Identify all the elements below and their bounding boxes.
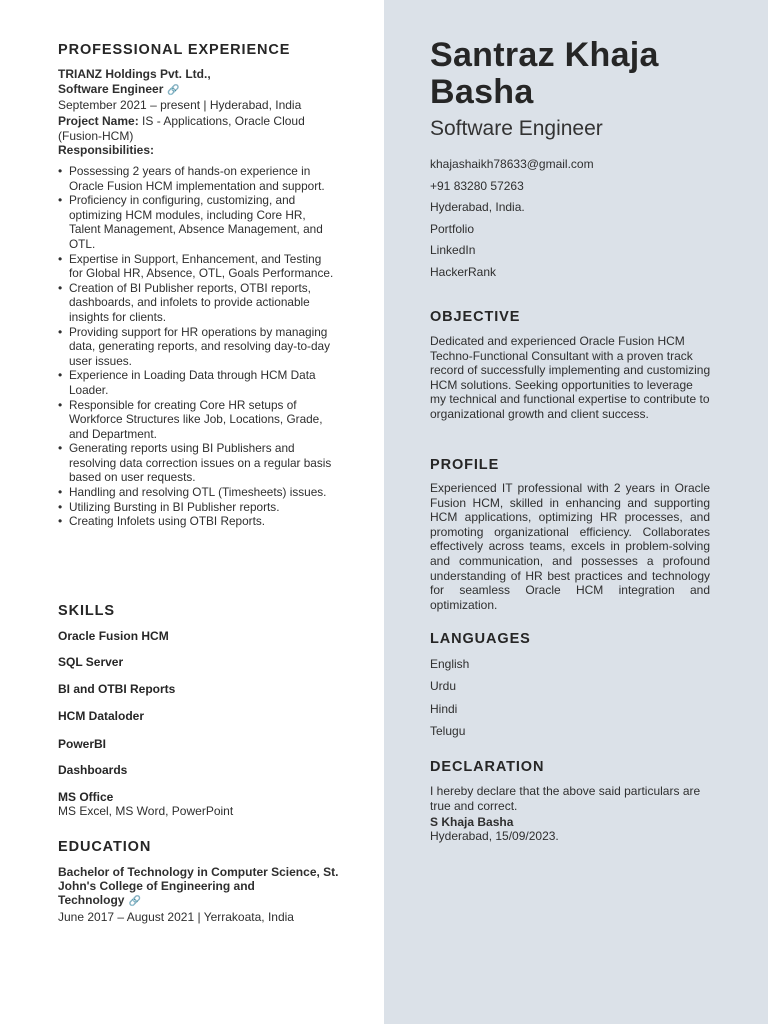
language-item: English bbox=[430, 657, 470, 671]
responsibilities-label: Responsibilities: bbox=[58, 143, 155, 157]
responsibilities-list bbox=[58, 164, 338, 529]
experience-job-title-text: Software Engineer bbox=[58, 82, 164, 96]
candidate-name-line: Santraz Khaja bbox=[430, 36, 659, 74]
right-column bbox=[384, 0, 768, 1024]
list-item: • Expertise in Support, Enhancement, and Testing for Global HR, Absence, OTL, Goals Performance. bbox=[58, 252, 338, 281]
list-item: • Creation of BI Publisher reports, OTBI reports, dashboards, and infolets to provide actionable insights for clients. bbox=[58, 281, 338, 325]
experience-project bbox=[58, 114, 326, 143]
contact-location: Hyderabad, India. bbox=[430, 200, 525, 214]
objective-heading: OBJECTIVE bbox=[430, 309, 521, 325]
education-degree-text: Technology bbox=[58, 893, 125, 907]
objective-text: Dedicated and experienced Oracle Fusion HCM Techno-Functional Consultant with a proven track record of successfully implementing and customizing HCM solutions. Seeking opportunities to leverage my technical and functional expertise to contribute to organizational growth and client success. bbox=[430, 334, 711, 421]
skill-detail: MS Excel, MS Word, PowerPoint bbox=[58, 804, 234, 818]
skills-heading: SKILLS bbox=[58, 603, 115, 619]
education-heading: EDUCATION bbox=[58, 839, 152, 855]
declaration-heading: DECLARATION bbox=[430, 759, 545, 775]
link-icon[interactable]: 🔗 bbox=[128, 896, 141, 907]
language-item: Telugu bbox=[430, 724, 466, 738]
languages-heading: LANGUAGES bbox=[430, 631, 531, 647]
experience-dates-location: September 2021 – present | Hyderabad, India bbox=[58, 98, 302, 112]
education-degree-line bbox=[58, 893, 358, 910]
list-item: • Responsible for creating Core HR setups of Workforce Structures like Job, Locations, Grade, and Department. bbox=[58, 398, 338, 442]
language-item: Urdu bbox=[430, 679, 457, 693]
candidate-role: Software Engineer bbox=[430, 117, 603, 140]
list-item: • Generating reports using BI Publishers and resolving data correction issues on a regular basis based on user requests. bbox=[58, 441, 338, 485]
contact-phone: +91 83280 57263 bbox=[430, 179, 524, 193]
education-dates-location: June 2017 – August 2021 | Yerrakoata, India bbox=[58, 910, 294, 924]
list-item: • Proficiency in configuring, customizing, and optimizing HCM modules, including Core HR, Talent Management, Absence Management, and OTL. bbox=[58, 193, 338, 251]
skill-item: SQL Server bbox=[58, 655, 124, 669]
list-item: • Possessing 2 years of hands-on experience in Oracle Fusion HCM implementation and support. bbox=[58, 164, 338, 193]
profile-text: Experienced IT professional with 2 years in Oracle Fusion HCM, skilled in enhancing and supporting HCM applications, optimizing HR processes, and promoting organizational efficiency. Collaborates effectively across teams, excels in problem-solving and communication, and possesses a profound understanding of HR best practices and technology for seamless Oracle HCM integration and optimization. bbox=[430, 481, 710, 612]
experience-heading: PROFESSIONAL EXPERIENCE bbox=[58, 42, 291, 58]
linkedin-link[interactable]: LinkedIn bbox=[430, 243, 476, 257]
skill-item: MS Office bbox=[58, 790, 114, 804]
experience-company: TRIANZ Holdings Pvt. Ltd., bbox=[58, 67, 211, 81]
candidate-name-line: Basha bbox=[430, 73, 534, 111]
education-degree-line: Bachelor of Technology in Computer Science, St. bbox=[58, 865, 339, 879]
language-item: Hindi bbox=[430, 702, 458, 716]
list-item: • Utilizing Bursting in BI Publisher reports. bbox=[58, 500, 338, 515]
portfolio-link[interactable]: Portfolio bbox=[430, 222, 475, 236]
skill-item: HCM Dataloder bbox=[58, 709, 145, 723]
list-item: • Creating Infolets using OTBI Reports. bbox=[58, 514, 338, 529]
skill-item: BI and OTBI Reports bbox=[58, 682, 176, 696]
declaration-place-date: Hyderabad, 15/09/2023. bbox=[430, 829, 559, 843]
link-icon[interactable]: 🔗 bbox=[167, 85, 180, 96]
skill-item: Dashboards bbox=[58, 763, 128, 777]
experience-job-title bbox=[58, 82, 348, 99]
declaration-text: I hereby declare that the above said particulars are true and correct. bbox=[430, 784, 701, 813]
skill-item: PowerBI bbox=[58, 737, 107, 751]
education-degree-line: John's College of Engineering and bbox=[58, 879, 255, 893]
hackerrank-link[interactable]: HackerRank bbox=[430, 265, 497, 279]
project-value: IS - Applications, Oracle Cloud (Fusion-HCM) bbox=[58, 114, 305, 143]
project-label: Project Name: bbox=[58, 114, 139, 128]
contact-email-link[interactable]: khajashaikh78633@gmail.com bbox=[430, 157, 594, 171]
skill-item: Oracle Fusion HCM bbox=[58, 629, 169, 643]
list-item: • Experience in Loading Data through HCM Data Loader. bbox=[58, 368, 338, 397]
profile-heading: PROFILE bbox=[430, 457, 500, 473]
list-item: • Handling and resolving OTL (Timesheets) issues. bbox=[58, 485, 338, 500]
list-item: • Providing support for HR operations by managing data, generating reports, and resolving day-to-day user issues. bbox=[58, 325, 338, 369]
declaration-signer: S Khaja Basha bbox=[430, 815, 514, 829]
